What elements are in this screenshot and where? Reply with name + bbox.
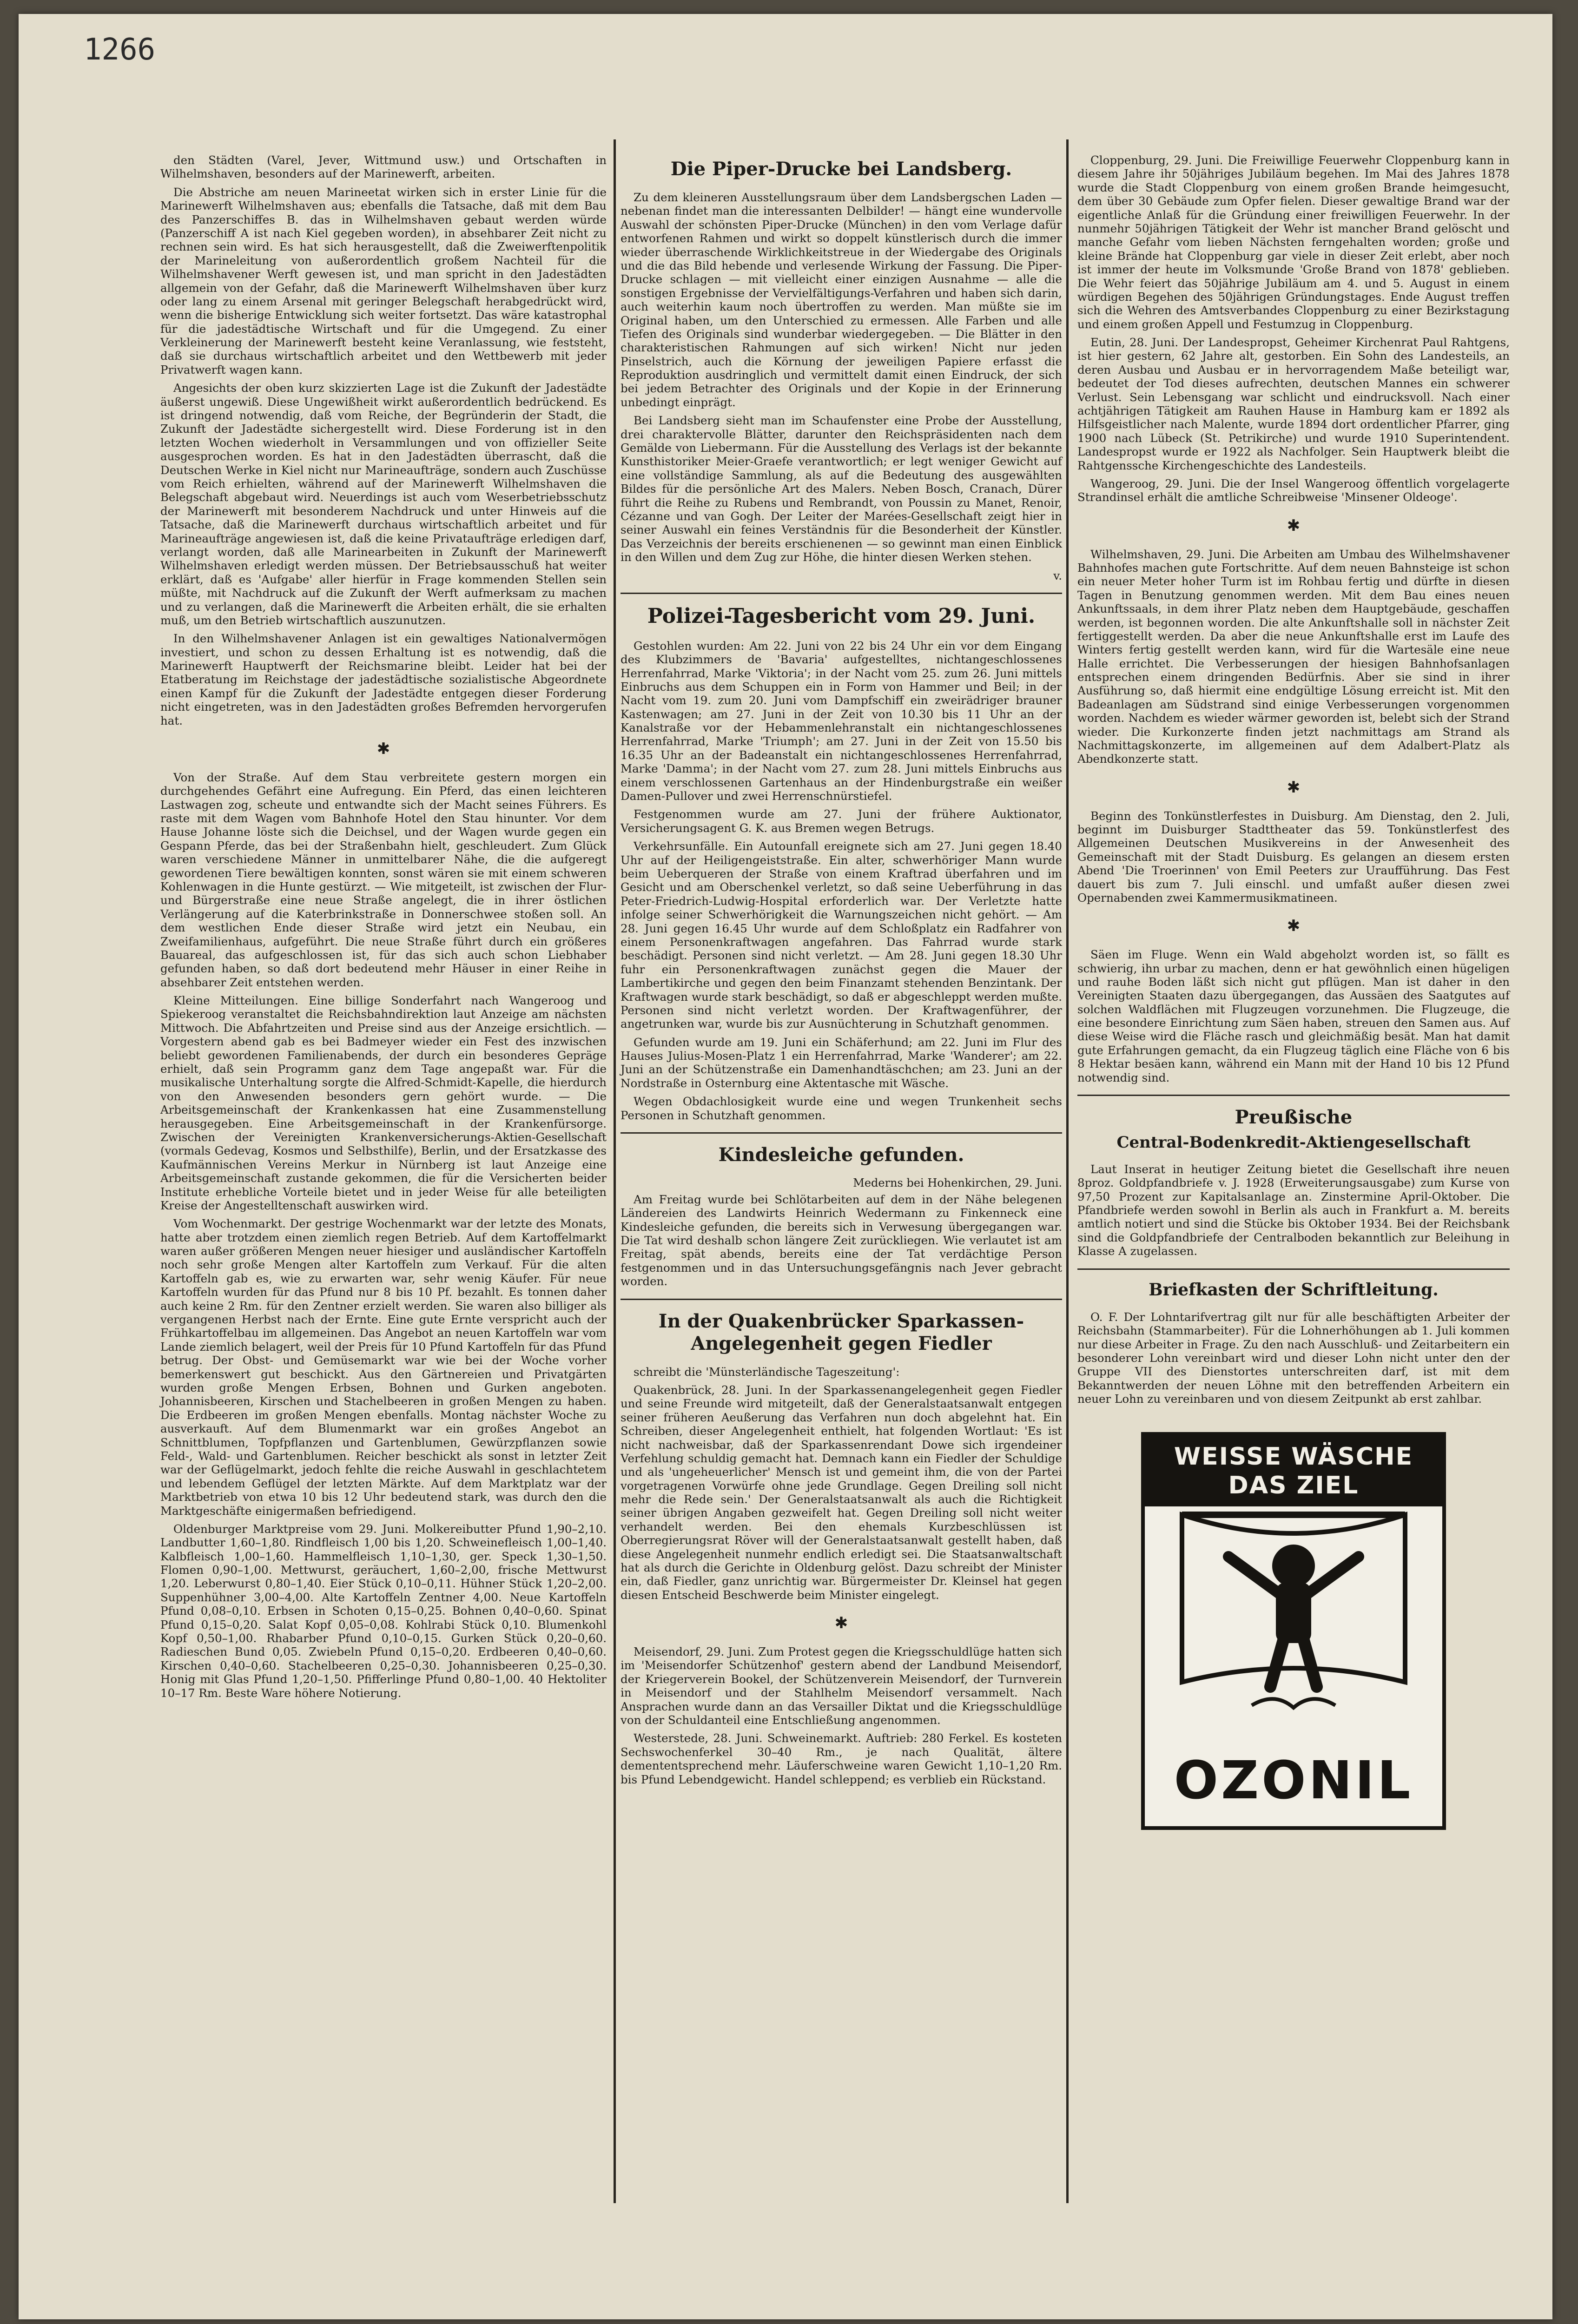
article-paragraph: Angesichts der oben kurz skizzierten Lage ist die Zukunft der Jadestädte äußerst ungewiß. Diese Ungewißheit wirkt außerordentlich bedrückend. Es ist dringend notwendig, daß vom Reiche, der Begründerin der Stadt, die Zukunft der Jadestädte sichergestellt wird. Diese Forderung ist in den letzten Wochen wiederholt in Versammlungen und von offizieller Seite ausgesprochen worden. Es hat in den Jadestädten überrascht, daß die Deutschen Werke in Kiel nicht nur Marineaufträge, sondern auch Zuschüsse vom Reich erhielten, während auf der Marinewerft Wilhelmshaven die Belegschaft abgebaut wird. Neuerdings ist auch vom Weserbetriebsschutz der Marinewerft mit besonderem Nachdruck und unter Hinweis auf die Tatsache, daß die Marinewerft durchaus wirtschaftlich arbeitet und für Marineaufträge angewiesen ist, daß die keine Privataufträge erledigen darf, verlangt worden, daß alle Marinearbeiten in Zukunft der Marinewerft Wilhelmshaven erledigt werden müssen. Der Betriebsausschuß hat weiter erklärt, daß es 'Aufgabe' aller hierfür in Frage kommenden Stellen sein müßte, mit Nachdruck auf die Zukunft der Werft aufmerksam zu machen und zu verlangen, daß die Marinewerft die Arbeiten erhält, die sie erhalten muß, um den Betrieb wirtschaftlich auszunutzen. [160, 381, 607, 627]
author-initial: v. [1053, 568, 1062, 582]
article-paragraph: In den Wilhelmshavener Anlagen ist ein gewaltiges Nationalvermögen investiert, und schon zu dessen Erhaltung ist es notwendig, daß die Marinewerft Hauptwerft der Reichsmarine bleibt. Leider hat bei der Etatberatung im Reichstage der jadestädtische sozialistische Abgeordnete einen Kampf für die Zukunft der Jadestädte entgegen dieser Forderung nicht eingetreten, was in den Jadestädten großes Befremden hervorgerufen hat. [160, 632, 607, 727]
article-paragraph: Eutin, 28. Juni. Der Landespropst, Geheimer Kirchenrat Paul Rahtgens, ist hier gestern, 62 Jahre alt, gestorben. Ein Sohn des Landesteils, an deren Ausbau und Ausbau er in hervorragendem Maße beteiligt war, bedeutet der Tod dieses aufrechten, deutschen Mannes ein schwerer Verlust. Sein Lebensgang war schlicht und eindrucksvoll. Nach einer achtjährigen Tätigkeit am Rauhen Hause in Hamburg kam er 1892 als Hilfsgeistlicher nach Malente, wurde 1894 dort ordentlicher Pfarrer, ging 1900 nach Lübeck (St. Petrikirche) und wurde 1910 Superintendent. Landespropst wurde er 1922 als Nachfolger. Sein Hauptwerk bleibt die Rahtgenssche Kirchengeschichte des Landesteils. [1077, 336, 1510, 472]
article-headline: Central-Bodenkredit-Aktiengesellschaft [1116, 1133, 1471, 1152]
article-headline: Kindesleiche gefunden. [718, 1144, 964, 1166]
left-column [160, 153, 607, 1704]
article-paragraph: Zu dem kleineren Ausstellungsraum über dem Landsbergschen Laden — nebenan findet man die interessanten Delbilder! — hängt eine wundervolle Auswahl der schönsten Piper-Drucke (München) in den vom Verlage dafür entworfenen Rahmen und wirkt so doppelt künstlerisch durch die immer wieder überraschende Wirklichkeitstreue in der Wiedergabe des Originals und die das Bild hebende und verlesende Wirkung der Fassung. Die Piper-Drucke schlagen — mit vielleicht einer einzigen Ausnahme — alle die sonstigen Ergebnisse der Vervielfältigungs-Verfahren und haben sich darin, auch weiterhin kaum noch übertroffen zu werden. Man müßte sie im Original haben, um den Unterschied zu ermessen. Alle Farben und alle Tiefen des Originals sind wunderbar wiedergegeben. — Die Blätter in den charakteristischen Rahmungen auf sich wirken! Nicht nur jeden Pinselstrich, auch die Körnung der jeweiligen Papiere erfasst die Reproduktion ausdringlich und vermittelt damit einen Eindruck, der sich bei jedem Betrachter des Originals und der Kopie in der Erinnerung unbedingt einprägt. [621, 191, 1062, 409]
page-number: 1266 [84, 33, 156, 67]
article-paragraph: Festgenommen wurde am 27. Juni der frühere Auktionator, Versicherungsagent G. K. aus Bremen wegen Betrugs. [621, 807, 1062, 835]
middle-column [607, 153, 1062, 1791]
ozonil-advertisement [1141, 1432, 1446, 1830]
article-paragraph: Oldenburger Marktpreise vom 29. Juni. Molkereibutter Pfund 1,90–2,10. Landbutter 1,60–1,80. Rindfleisch 1,00 bis 1,20. Schweinefleisch 1,00–1,40. Kalbfleisch 1,00–1,60. Hammelfleisch 1,10–1,30, ger. Speck 1,30–1,50. Flomen 0,90–1,00. Mettwurst, geräuchert, 1,60–2,00, frische Mettwurst 1,20. Leberwurst 0,80–1,40. Eier Stück 0,10–0,11. Hühner Stück 1,20–2,00. Suppenhühner 3,00–4,00. Alte Kartoffeln Zentner 4,00. Neue Kartoffeln Pfund 0,08–0,10. Erbsen in Schoten 0,15–0,25. Bohnen 0,40–0,60. Spinat Pfund 0,15–0,20. Salat Kopf 0,05–0,08. Kohlrabi Stück 0,10. Blumenkohl Kopf 0,50–1,00. Rhabarber Pfund 0,10–0,15. Gurken Stück 0,20–0,60. Radieschen Bund 0,05. Zwiebeln Pfund 0,15–0,20. Erdbeeren 0,40–0,60. Kirschen 0,40–0,60. Stachelbeeren 0,25–0,30. Johannisbeeren 0,25–0,30. Honig mit Glas Pfund 1,20–1,50. Pfifferlinge Pfund 0,80–1,00. 40 Hektoliter 10–17 Rm. Beste Ware höhere Notierung. [160, 1522, 607, 1700]
article-paragraph: Am Freitag wurde bei Schlötarbeiten auf dem in der Nähe belegenen Ländereien des Landwirts Heinrich Wedermann zu Finkenneck eine Kindesleiche gefunden, die bereits sich in Verwesung übergegangen war. Die Tat wird deshalb schon längere Zeit zurückliegen. Wie verlautet ist am Freitag, spät abends, bereits eine der Tat verdächtige Person festgenommen und in das Untersuchungsgefängnis nach Jever gebracht worden. [621, 1192, 1062, 1288]
article-paragraph: den Städten (Varel, Jever, Wittmund usw.) und Ortschaften in Wilhelmshaven, besonders auf der Marinewerft, arbeiten. [160, 153, 607, 181]
section-asterisk: ✱ [1287, 516, 1301, 535]
ad-figure-illustration [1173, 1487, 1414, 1729]
article-paragraph: Meisendorf, 29. Juni. Zum Protest gegen die Kriegsschuldlüge hatten sich im 'Meisendorfer Schützenhof' gestern abend der Landbund Meisendorf, der Kriegerverein Bookel, der Schützenverein Meisendorf, der Turnverein in Meisendorf und der Stahlhelm Meisendorf versammelt. Nach Ansprachen wurde dann an das Versailler Diktat und die Kriegsschuldlüge von der Schuldanteil eine Entschließung angenommen. [621, 1644, 1062, 1727]
article-paragraph: Cloppenburg, 29. Juni. Die Freiwillige Feuerwehr Cloppenburg kann in diesem Jahre ihr 50jähriges Jubiläum begehen. Im Mai des Jahres 1878 wurde die Stadt Cloppenburg von einem großen Brande heimgesucht, dem über 30 Gebäude zum Opfer fielen. Dieser gewaltige Brand war der eigentliche Anlaß für die Gründung einer freiwilligen Feuerwehr. In der nunmehr 50jährigen Tätigkeit der Wehr ist mancher Brand gelöscht und manche Gefahr vom lieben Nächsten ferngehalten worden; große und kleine Brände hat Cloppenburg gar viele in dieser Zeit erlebt, aber noch ist immer der heute im Volksmunde 'Große Brand von 1878' geblieben. Die Wehr feiert das 50jährige Jubiläum am 4. und 5. August in einem würdigen Begehen des 50jährigen Gründungstages. Ende August treffen sich die Wehren des Amtsverbandes Cloppenburg zu einer Bezirkstagung und einem großen Appell und Festumzug in Cloppenburg. [1077, 153, 1510, 331]
section-asterisk: ✱ [376, 739, 390, 759]
article-paragraph: Säen im Fluge. Wenn ein Wald abgeholzt worden ist, so fällt es schwierig, ihn urbar zu machen, denn er hat gewöhnlich einen hügeligen und rauhe Boden läßt sich nicht gut pflügen. Man ist daher in den Vereinigten Staaten dazu übergegangen, das Aussäen des Saatgutes auf solchen Waldflächen mit Flugzeugen vorzunehmen. Die Flugzeuge, die eine besondere Einrichtung zum Säen haben, streuen den Samen aus. Auf diese Weise wird die Fläche rasch und gleichmäßig besät. Man hat damit gute Erfahrungen gemacht, da ein Flugzeug täglich eine Fläche von 6 bis 8 Hektar besäen kann, während ein Mann mit der Hand 10 bis 12 Pfund notwendig sind. [1077, 948, 1510, 1084]
article-paragraph: O. F. Der Lohntarifvertrag gilt nur für alle beschäftigten Arbeiter der Reichsbahn (Stammarbeiter). Für die Lohnerhöhungen ab 1. Juli kommen nur diese Arbeiter in Frage. Zu den nach Ausschluß- und Zeitarbeitern ein besonderer Lohn vereinbart wird und dieser Lohn nicht unter den der Gruppe VII des Dienstortes unterschreiten darf, ist mit dem Bekanntwerden der neuen Löhne mit den betreffenden Arbeitern ein neuer Lohn zu vereinbaren und von diesem Zeitpunkt ab erst zahlbar. [1077, 1310, 1510, 1406]
article-paragraph: Laut Inserat in heutiger Zeitung bietet die Gesellschaft ihre neuen 8proz. Goldpfandbriefe v. J. 1928 (Erweiterungsausgabe) zum Kurse von 97,50 Prozent zur Kapitalsanlage an. Zinstermine April-Oktober. Die Pfandbriefe werden sowohl in Berlin als auch in Frankfurt a. M. bereits amtlich notiert und sind die Stücke bis Oktober 1934. Bei der Reichsbank sind die Goldpfandbriefe der Centralboden bekanntlich zur Beleihung in Klasse A zugelassen. [1077, 1162, 1510, 1258]
article-headline: Die Piper-Drucke bei Landsberg. [670, 158, 1012, 180]
article-paragraph: Wilhelmshaven, 29. Juni. Die Arbeiten am Umbau des Wilhelmshavener Bahnhofes machen gute Fortschritte. Auf dem neuen Bahnsteige ist schon ein neuer Meter hoher Turm ist im Rohbau fertig und dürfte in diesen Tagen in Benutzung genommen werden. Mit dem Bau eines neuen Ankunftssaals, in dem ihrer Platz neben dem Hauptgebäude, geschaffen werden, ist begonnen worden. Die alte Ankunftshalle soll in nächster Zeit fertiggestellt werden. Da aber die neue Ankunftshalle erst im Laufe des Winters fertig gestellt werden kann, wird für die Wartesäle eine neue Halle errichtet. Die Verbesserungen der hiesigen Bahnhofsanlagen entsprechen einem dringenden Bedürfnis. Aber sie sind in ihrer Ausführung so, daß hiermit eine endgültige Lösung erreicht ist. Mit den Badeanlagen am Südstrand sind einige Verbesserungen vorgenommen worden. Nachdem es wieder wärmer geworden ist, belebt sich der Strand wieder. Die Kurkonzerte finden jetzt nachmittags am Strand als Nachmittagskonzerte, im allgemeinen auf dem Adalbert-Platz als Abendkonzerte statt. [1077, 547, 1510, 766]
section-divider [621, 1132, 1062, 1134]
article-paragraph: Wangeroog, 29. Juni. Die der Insel Wangeroog öffentlich vorgelagerte Strandinsel erhält die amtliche Schreibweise 'Minsener Oldeoge'. [1077, 476, 1510, 504]
article-paragraph: Westerstede, 28. Juni. Schweinemarkt. Auftrieb: 280 Ferkel. Es kosteten Sechswochenferkel 30–40 Rm., je nach Qualität, ältere demententsprechend mehr. Läuferschweine waren Gewicht 1,10–1,20 Rm. bis Pfund Lebendgewicht. Handel schleppend; es verblieb ein Rückstand. [621, 1731, 1062, 1786]
article-headline: Polizei-Tagesbericht vom 29. Juni. [647, 604, 1036, 628]
article-paragraph: Bei Landsberg sieht man im Schaufenster eine Probe der Ausstellung, drei charaktervolle Blätter, darunter den Reichspräsidenten nach dem Gemälde von Liebermann. Für die Ausstellung des Verlags ist der bekannte Kunsthistoriker Meier-Graefe verantwortlich; er legt weniger Gewicht auf eine vollständige Sammlung, als auf die Bedeutung des ausgewählten Bildes für die persönliche Art des Malers. Neben Bosch, Cranach, Dürer führt die Reihe zu Rubens und Rembrandt, von Poussin zu Manet, Renoir, Cézanne und van Gogh. Der Leiter der Marées-Gesellschaft zeigt hier in seiner Auswahl ein feines Verständnis für die Besonderheit der Künstler. Das Verzeichnis der bereits erschienenen — so gewinnt man einen Einblick in den Willen und dem Zug zur Höhe, die hinter diesen Werken stehen. [621, 414, 1062, 564]
article-paragraph: Gestohlen wurden: Am 22. Juni von 22 bis 24 Uhr ein vor dem Eingang des Klubzimmers de 'Bavaria' aufgestelltes, nichtangeschlossenes Herrenfahrrad, Marke 'Viktoria'; in der Nacht vom 25. zum 26. Juni mittels Einbruchs aus dem Schuppen ein in Form von Hammer und Beil; in der Nacht vom 19. zum 20. Juni vom Dampfschiff ein zweirädriger brauner Kastenwagen; am 27. Juni in der Zeit von 10.30 bis 11 Uhr an der Kanalstraße vor der Hebammenlehranstalt ein nichtangeschlossenes Herrenfahrrad, Marke 'Triumph'; am 27. Juni in der Zeit von 15.50 bis 16.35 Uhr an der Badeanstalt ein nichtangeschlossenes Herrenfahrrad, Marke 'Damma'; in der Nacht vom 27. zum 28. Juni mittels Einbruchs aus einem verschlossenen Gartenhaus an der Hindenburgstraße ein weißer Damen-Pullover und zwei Herrenschnürstiefel. [621, 639, 1062, 803]
article-paragraph: Beginn des Tonkünstlerfestes in Duisburg. Am Dienstag, den 2. Juli, beginnt im Duisburger Stadttheater das 59. Tonkünstlerfest des Allgemeinen Deutschen Musikvereins in der Anwesenheit des Gemeinschaft mit der Stadt Duisburg. Es gelangen an diesem ersten Abend 'Die Troerinnen' von Emil Peeters zur Uraufführung. Das Fest dauert bis zum 7. Juli einschl. und umfaßt außer diesen zwei Opernabenden zwei Kammermusikmatineen. [1077, 809, 1510, 905]
article-paragraph: Die Abstriche am neuen Marineetat wirken sich in erster Linie für die Marinewerft Wilhelmshaven aus; ebenfalls die Tatsache, daß mit dem Bau des Panzerschiffes B. das in Wilhelmshaven gebaut werden würde (Panzerschiff A ist nach Kiel gegeben worden), in absehbarer Zeit nicht zu rechnen sein wird. Es hat sich herausgestellt, daß die Zweiwerftenpolitik der Marineleitung von außerordentlich großem Nachteil für die Wilhelmshavener Werft gewesen ist, und man spricht in den Jadestädten allgemein von der Gefahr, daß die Marinewerft Wilhelmshaven über kurz oder lang zu einem Arsenal mit geringer Belegschaft herabgedrückt wird, wenn die bisherige Entwicklung sich weiter fortsetzt. Das wäre katastrophal für die jadestädtische Wirtschaft und für die Umgegend. Zu einer Verkleinerung der Marinewerft besteht keine Veranlassung, wie feststeht, daß sie durchaus wirtschaftlich arbeitet und den Wettbewerb mit jeder Privatwerft wagen kann. [160, 185, 607, 376]
section-divider [1077, 1095, 1510, 1096]
article-paragraph: Vom Wochenmarkt. Der gestrige Wochenmarkt war der letzte des Monats, hatte aber trotzdem einen ziemlich regen Betrieb. Auf dem Kartoffelmarkt waren außer größeren Mengen neuer hiesiger und ausländischer Kartoffeln noch sehr große Mengen alter Kartoffeln zum Verkauf. Für die alten Kartoffeln gab es, wie zu erwarten war, sehr wenig Käufer. Für neue Kartoffeln wurden für das Pfund nur 8 bis 10 Pf. bezahlt. Es tonnen daher auch keine 2 Rm. für den Zentner erzielt werden. Sie waren also billiger als vergangenen Herbst nach der Ernte. Eine gute Ernte verspricht auch der Frühkartoffelbau im allgemeinen. Das Angebot an neuen Kartoffeln war vom Lande ziemlich belagert, weil der Preis für 10 Pfund Kartoffeln für das Pfund betrug. Der Obst- und Gemüsemarkt war wie bei der Woche vorher bemerkenswert gut beschickt. Aus den Gärtnereien und Privatgärten wurden große Mengen Erbsen, Bohnen und Gurken angeboten. Johannisbeeren, Kirschen und Stachelbeeren in großen Mengen zu haben. Die Erdbeeren im großen Mengen ebenfalls. Montag nächster Woche zu ausverkauft. Auf dem Blumenmarkt war ein großes Angebot an Schnittblumen, Topfpflanzen und Gartenblumen, Gewürzpflanzen sowie Feld-, Wald- und Gartenblumen. Reicher beschickt als sonst in letzter Zeit war der Geflügelmarkt, jedoch fehlte die reiche Auswahl in geschlachtetem und lebendem Geflügel der letzten Märkte. Auf dem Marktplatz war der Marktbetrieb von etwa 10 bis 12 Uhr bedeutend stark, was durch den die Marktgeschäfte einigermaßen befriedigend. [160, 1217, 607, 1518]
article-paragraph: Gefunden wurde am 19. Juni ein Schäferhund; am 22. Juni im Flur des Hauses Julius-Mosen-Platz 1 ein Herrenfahrrad, Marke 'Wanderer'; am 22. Juni an der Schützenstraße ein Damenhandtäschchen; am 23. Juni an der Nordstraße in Osternburg eine Aktentasche mit Wäsche. [621, 1035, 1062, 1090]
article-paragraph: Wegen Obdachlosigkeit wurde eine und wegen Trunkenheit sechs Personen in Schutzhaft genommen. [621, 1095, 1062, 1122]
ad-brand: OZONIL [1174, 1750, 1413, 1811]
article-headline: Preußische [1235, 1106, 1353, 1129]
section-divider [621, 593, 1062, 594]
article-paragraph: Von der Straße. Auf dem Stau verbreitete gestern morgen ein durchgehendes Gefährt eine Aufregung. Ein Pferd, das einen leichteren Lastwagen zog, scheute und entwandte sich der Macht seines Führers. Es raste mit dem Wagen vom Bahnhofe Hotel den Stau hinunter. Vor dem Hause Johanne löste sich die Deichsel, und der Wagen wurde gegen ein Gespann Pferde, das bei der Straßenbahn hielt, geschleudert. Zum Glück waren verschiedene Männer in unmittelbarer Nähe, die die aufgeregt gewordenen Tiere bewältigen konnten, sonst wären sie mit einem schweren Kohlenwagen in die Hunte gestürzt. — Wie mitgeteilt, ist zwischen der Flur- und Bürgerstraße eine neue Straße angelegt, die in ihrer östlichen Verlängerung auf die Katerbrinkstraße in Donnerschwee stoßen soll. An dem westlichen Ende dieser Straße wird jetzt ein Neubau, ein Zweifamilienhaus, aufgeführt. Die neue Straße führt durch ein größeres Bauareal, das aufgeschlossen ist, für das sich auch schon Liebhaber gefunden haben, so daß dort bedeutend mehr Häuser in einer Reihe in absehbarer Zeit entstehen werden. [160, 770, 607, 989]
article-paragraph: Kleine Mitteilungen. Eine billige Sonderfahrt nach Wangeroog und Spiekeroog veranstaltet die Reichsbahndirektion laut Anzeige am nächsten Mittwoch. Die Abfahrtzeiten und Preise sind aus der Anzeige ersichtlich. — Vorgestern abend gab es bei Badmeyer wieder ein Fest des inzwischen beliebt gewordenen Familienabends, der durch ein besonderes Gepräge erhielt, daß sein Programm ganz dem Tage angepaßt war. Für die musikalische Unterhaltung sorgte die Alfred-Schmidt-Kapelle, die hierdurch von den Anwesenden besonders gern gehört wurde. — Die Arbeitsgemeinschaft der Krankenkassen hat eine Zusammenstellung herausgegeben. Eine Arbeitsgemeinschaft in der Krankenfürsorge. Zwischen der Vereinigten Krankenversicherungs-Aktien-Gesellschaft (vormals Gedevag, Kosmos und Selbsthilfe), Berlin, und der Ersatzkasse des Kaufmännischen Vereins Merkur in Nürnberg ist laut Anzeige eine Arbeitsgemeinschaft zustande gekommen, die für die Versicherten beider Institute erhebliche Vorteile bietet und in jeder Weise für alle beteiligten Kreise der Angestelltenschaft auswirken wird. [160, 994, 607, 1212]
section-asterisk: ✱ [1287, 778, 1301, 797]
article-headline: Briefkasten der Schriftleitung. [1149, 1280, 1439, 1300]
section-divider [1077, 1268, 1510, 1270]
article-headline: In der Quakenbrücker Sparkassen-Angelegenheit gegen Fiedler [658, 1310, 1024, 1354]
section-asterisk: ✱ [834, 1614, 848, 1633]
article-paragraph: Quakenbrück, 28. Juni. In der Sparkassenangelegenheit gegen Fiedler und seine Freunde wird mitgeteilt, daß der Generalstaatsanwalt entgegen seiner früheren Aeußerung das Verfahren nun doch abgelehnt hat. Ein Schreiben, dieser Angelegenheit enthielt, hat folgenden Wortlaut: 'Es ist nicht nachweisbar, daß der Sparkassenrendant Dowe sich irgendeiner Verfehlung schuldig gemacht hat. Demnach kann ein Fiedler der Schuldige und als 'ungeheuerlicher' Mensch ist und gemeint ihm, die von der Partei vorgetragenen Vorwürfe ohne jede Grundlage. Gegen Dreiling soll nicht mehr die Rede sein.' Der Generalstaatsanwalt als auch die Richtigkeit seiner übrigen Angaben gezweifelt hat. Gegen Dreiling soll nicht weiter verhandelt werden. Bei den ehemals Kurzbeschlüssen ist Oberregierungsrat Röver will der Generalstaatsanwalt gestellt haben, daß diese Angelegenheit nunmehr endlich erledigt sei. Die Staatsanwaltschaft hat als durch die Gerichte in Oldenburg gelöst. Dazu schreibt der Minister ein, daß Fiedler, ganz unrichtig war. Bürgermeister Dr. Kleinsel hat gegen diesen Entscheid Beschwerde beim Minister eingelegt. [621, 1383, 1062, 1602]
article-paragraph: Verkehrsunfälle. Ein Autounfall ereignete sich am 27. Juni gegen 18.40 Uhr auf der Heiligengeiststraße. Ein alter, schwerhöriger Mann wurde beim Ueberqueren der Straße von einem Kraftrad überfahren und im Gesicht und am Oberschenkel verletzt, so daß seine Ueberführung in das Peter-Friedrich-Ludwig-Hospital erforderlich war. Der Verletzte hatte infolge seiner Schwerhörigkeit die Warnungszeichen nicht gehört. — Am 28. Juni gegen 16.45 Uhr wurde auf dem Schloßplatz ein Radfahrer von einem Personenkraftwagen angefahren. Das Fahrrad wurde stark beschädigt. Personen sind nicht verletzt. — Am 28. Juni gegen 18.30 Uhr fuhr ein Personenkraftwagen zunächst gegen die Mauer der Lambertikirche und gegen den beim Finanzamt stehenden Benzintank. Der Kraftwagen wurde stark beschädigt, so daß er abgeschleppt werden mußte. Personen sind nicht verletzt worden. Der Kraftwagenführer, der angetrunken war, wurde bis zur Ausnüchterung in Schutzhaft genommen. [621, 839, 1062, 1031]
section-divider [621, 1299, 1062, 1300]
dateline: Mederns bei Hohenkirchen, 29. Juni. [853, 1176, 1062, 1190]
column-rule [1066, 139, 1069, 2203]
article-intro: schreibt die 'Münsterländische Tageszeitung': [634, 1365, 900, 1379]
ad-banner: WEISSE WÄSCHE DAS ZIEL [1145, 1436, 1442, 1507]
right-column [1077, 153, 1510, 1830]
section-asterisk: ✱ [1287, 917, 1301, 936]
